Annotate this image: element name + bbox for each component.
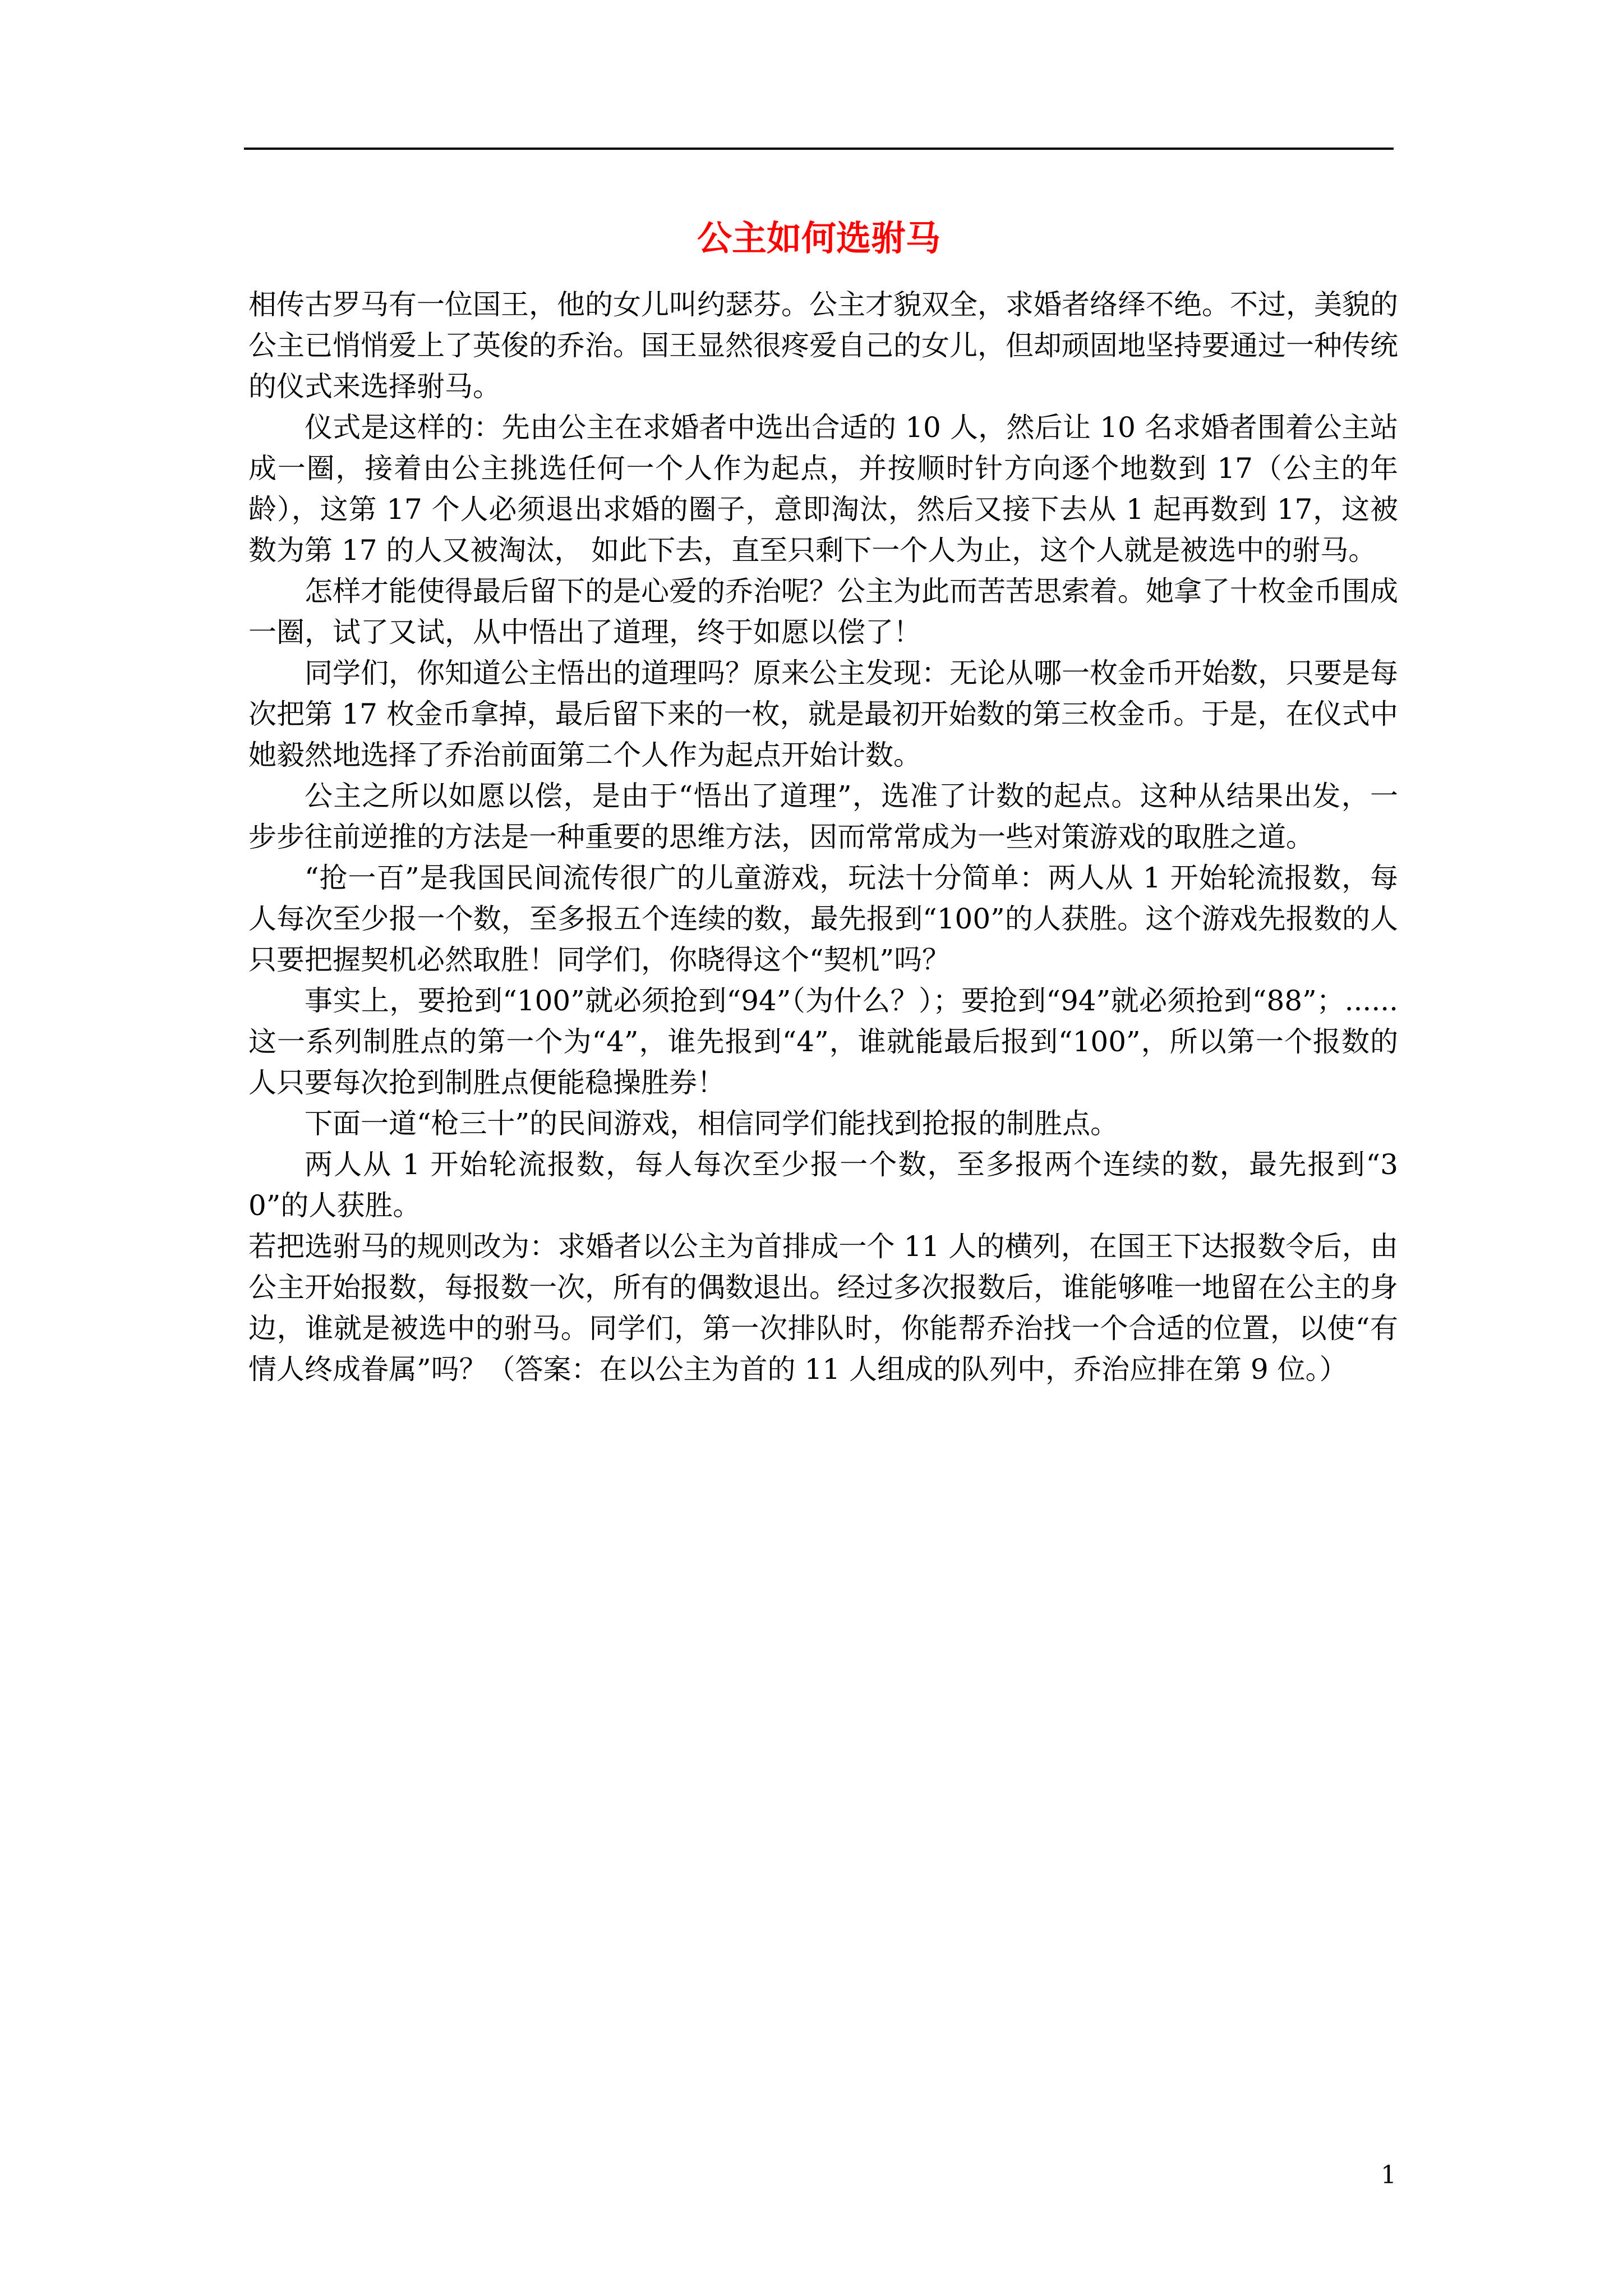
paragraph-grab-thirty-intro: 下面一道“枪三十”的民间游戏，相信同学们能找到抢报的制胜点。: [305, 1107, 1119, 1140]
paragraph-variant-answer: 若把选驸马的规则改为：求婚者以公主为首排成一个 11 人的横列，在国王下达报数令后，由公主开始报数，每报数一次，所有的偶数退出。经过多次报数后，谁能够唯一地留在公主的身边，谁就是被选中的驸马。同学们，第一次排队时，你能帮乔治找一个合适的位置，以使“有情人终成眷属”吗？（答案：在以公主为首的 11 人组成的队列中，乔治应排在第 9 位。）: [248, 1230, 1398, 1386]
paragraph-reverse-reasoning: 公主之所以如愿以偿，是由于“悟出了道理”，选准了计数的起点。这种从结果出发，一步步往前逆推的方法是一种重要的思维方法，因而常常成为一些对策游戏的取胜之道。: [248, 780, 1398, 853]
paragraph-intro: 相传古罗马有一位国王，他的女儿叫约瑟芬。公主才貌双全，求婚者络绎不绝。不过，美貌的公主已悄悄爱上了英俊的乔治。国王显然很疼爱自己的女儿，但却顽固地坚持要通过一种传统的仪式来选择驸马。: [248, 288, 1398, 403]
paragraph-grab-hundred: “抢一百”是我国民间流传很广的儿童游戏，玩法十分简单：两人从 1 开始轮流报数，每人每次至少报一个数，至多报五个连续的数，最先报到“100”的人获胜。这个游戏先报数的人只要把握契机必然取胜！同学们，你晓得这个“契机”吗？: [248, 862, 1398, 976]
paragraph-winning-points: 事实上，要抢到“100”就必须抢到“94”（为什么？）；要抢到“94”就必须抢到“88”；......这一系列制胜点的第一个为“4”，谁先报到“4”，谁就能最后报到“100”，所以第一个报数的人只要每次抢到制胜点便能稳操胜券！: [248, 984, 1398, 1099]
page-number: 1: [1381, 2161, 1396, 2189]
document-title: 公主如何选驸马: [697, 218, 940, 259]
header-rule: [244, 148, 1394, 150]
paragraph-discovery: 同学们，你知道公主悟出的道理吗？原来公主发现：无论从哪一枚金币开始数，只要是每次把第 17 枚金币拿掉，最后留下来的一枚，就是最初开始数的第三枚金币。于是，在仪式中她毅然地选择了乔治前面第二个人作为起点开始计数。: [248, 657, 1398, 771]
document-body: [248, 284, 1398, 1390]
paragraph-ritual: 仪式是这样的：先由公主在求婚者中选出合适的 10 人，然后让 10 名求婚者围着公主站成一圈，接着由公主挑选任何一个人作为起点，并按顺时针方向逐个地数到 17（公主的年龄），这第 17 个人必须退出求婚的圈子，意即淘汰，然后又接下去从 1 起再数到 17，这被数为第 17 的人又被淘汰， 如此下去，直至只剩下一个人为止，这个人就是被选中的驸马。: [248, 411, 1398, 567]
paragraph-coins: 怎样才能使得最后留下的是心爱的乔治呢？公主为此而苦苦思索着。她拿了十枚金币围成一圈，试了又试，从中悟出了道理，终于如愿以偿了！: [248, 575, 1398, 648]
paragraph-grab-thirty-rules: 两人从 1 开始轮流报数，每人每次至少报一个数，至多报两个连续的数，最先报到“30”的人获胜。: [248, 1148, 1398, 1222]
